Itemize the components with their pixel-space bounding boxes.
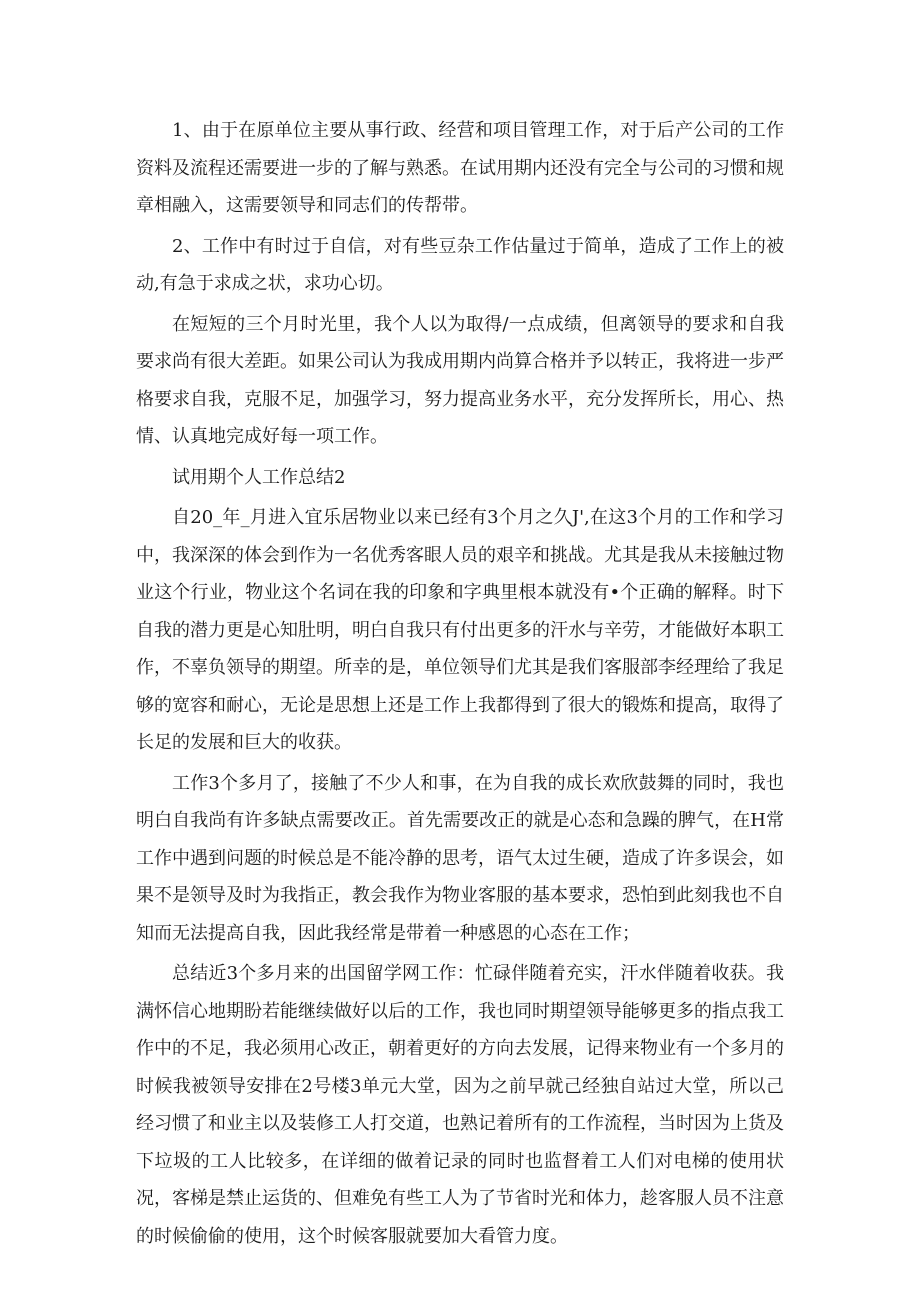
paragraph-1: 1、由于在原单位主要从事行政、经营和项目管理工作，对于后产公司的工作资料及流程还需要进一步的了解与熟悉。在试用期内还没有完全与公司的习惯和规章相融入，这需要领导和同志们的传帮带。 [136,120,784,216]
paragraph-3: 在短短的三个月时光里，我个人以为取得/一点成绩，但离领导的要求和自我要求尚有很大差距。如果公司认为我成用期内尚算合格并予以转正，我将进一步严格要求自我，克服不足，加强学习，努力提高业务水平，充分发挥所长，用心、热情、认真地完成好每一项工作。 [136,313,784,447]
document-body [136,112,784,1258]
paragraph-4: 自20_年_月进入宜乐居物业以来已经有3个月之久J',在这3个月的工作和学习中，我深深的体会到作为一名优秀客眼人员的艰辛和挑战。尤其是我从未接触过物业这个行业，物业这个名词在我的印象和字典里根本就没有•个正确的解释。时下自我的潜力更是心知肚明，明白自我只有付出更多的汗水与辛劳，才能做好本职工作，不辜负领导的期望。所幸的是，单位领导们尤其是我们客服部李经理给了我足够的宽容和耐心，无论是思想上还是工作上我都得到了很大的锻炼和提高，取得了长足的发展和巨大的收获。 [136,507,784,753]
paragraph-5: 工作3个多月了，接触了不少人和事，在为自我的成长欢欣鼓舞的同时，我也明白自我尚有许多缺点需要改正。首先需要改正的就是心态和急躁的脾气，在H常工作中遇到问题的时候总是不能冷静的思考，语气太过生硬，造成了许多误会，如果不是领导及时为我指正，教会我作为物业客服的基本要求，恐怕到此刻我也不自知而无法提高自我，因此我经常是带着一种感恩的心态在工作； [136,772,784,944]
paragraph-2: 2、工作中有时过于自信，对有些豆杂工作估量过于简单，造成了工作上的被动,有急于求成之状，求功心切。 [136,235,784,294]
section-heading: 试用期个人工作总结2 [172,466,346,488]
paragraph-6: 总结近3个多月来的出国留学网工作：忙碌伴随着充实，汗水伴随着收获。我满怀信心地期盼若能继续做好以后的工作，我也同时期望领导能够更多的指点我工作中的不足，我必须用心改正，朝着更好的方向去发展，记得来物业有一个多月的时候我被领导安排在2号楼3单元大堂，因为之前早就己经独自站过大堂，所以己经习惯了和业主以及装修工人打交道，也熟记着所有的工作流程，当时因为上货及下垃圾的工人比较多，在详细的做着记录的同时也监督着工人们对电梯的使用状况，客梯是禁止运货的、但难免有些工人为了节省时光和体力，趁客服人员不注意的时候偷偷的使用，这个时候客服就要加大看管力度。 [136,963,784,1247]
